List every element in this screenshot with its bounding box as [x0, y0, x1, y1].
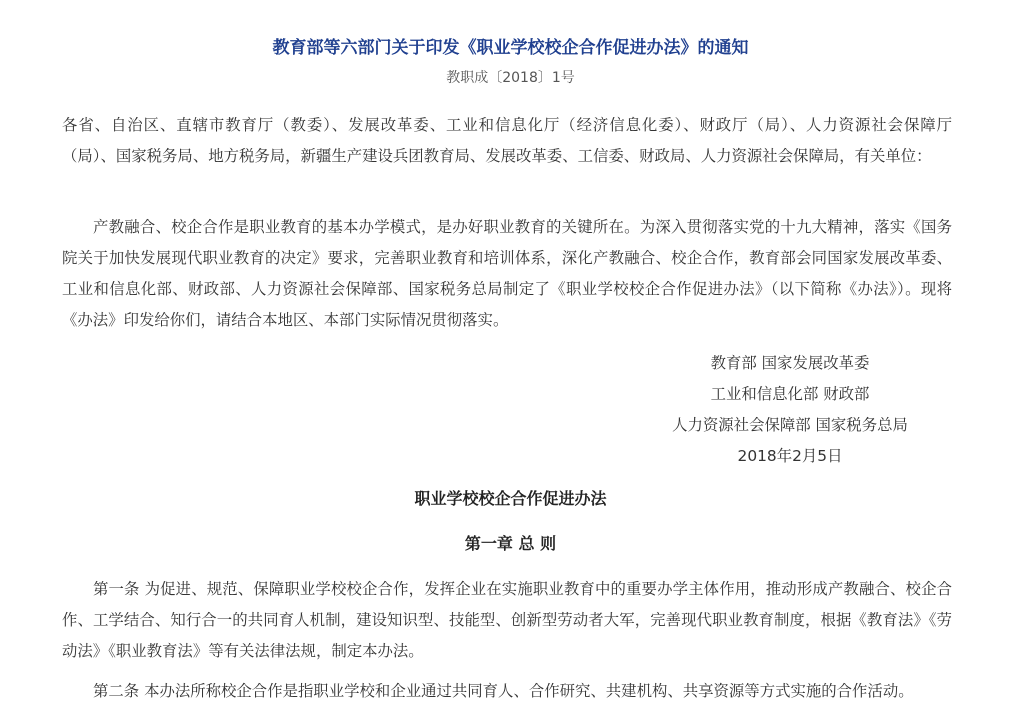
signatory-line-2: 工业和信息化部 财政部: [710, 385, 870, 403]
measure-title: 职业学校校企合作促进办法: [414, 489, 607, 508]
signatory-line-3: 人力资源社会保障部 国家税务总局: [672, 416, 908, 434]
article-1: 第一条 为促进、规范、保障职业学校校企合作，发挥企业在实施职业教育中的重要办学主体作用，推动形成产教融合、校企合作、工学结合、知行合一的共同育人机制，建设知识型、技能型、创新型劳动者大军，完善现代职业教育制度，根据《教育法》《劳动法》《职业教育法》等有关法律法规，制定本办法。: [62, 580, 952, 660]
chapter-heading: 第一章 总 则: [464, 534, 557, 553]
signatory-line-1: 教育部 国家发展改革委: [710, 354, 870, 372]
signature-date: 2018年2月5日: [737, 447, 843, 465]
addressee-paragraph: 各省、自治区、直辖市教育厅（教委）、发展改革委、工业和信息化厅（经济信息化委）、财政厅（局）、人力资源社会保障厅（局）、国家税务局、地方税务局，新疆生产建设兵团教育局、发展改革委、工信委、财政局、人力资源社会保障局，有关单位：: [62, 116, 952, 165]
document-number: 教职成〔2018〕1号: [446, 70, 575, 86]
notice-title: 教育部等六部门关于印发《职业学校校企合作促进办法》的通知: [272, 38, 749, 58]
notice-body-paragraph: 产教融合、校企合作是职业教育的基本办学模式，是办好职业教育的关键所在。为深入贯彻落实党的十九大精神，落实《国务院关于加快发展现代职业教育的决定》要求，完善职业教育和培训体系，深化产教融合、校企合作，教育部会同国家发展改革委、工业和信息化部、财政部、人力资源社会保障部、国家税务总局制定了《职业学校校企合作促进办法》（以下简称《办法》）。现将《办法》印发给你们，请结合本地区、本部门实际情况贯彻落实。: [62, 218, 952, 329]
article-2: 第二条 本办法所称校企合作是指职业学校和企业通过共同育人、合作研究、共建机构、共享资源等方式实施的合作活动。: [93, 682, 914, 700]
